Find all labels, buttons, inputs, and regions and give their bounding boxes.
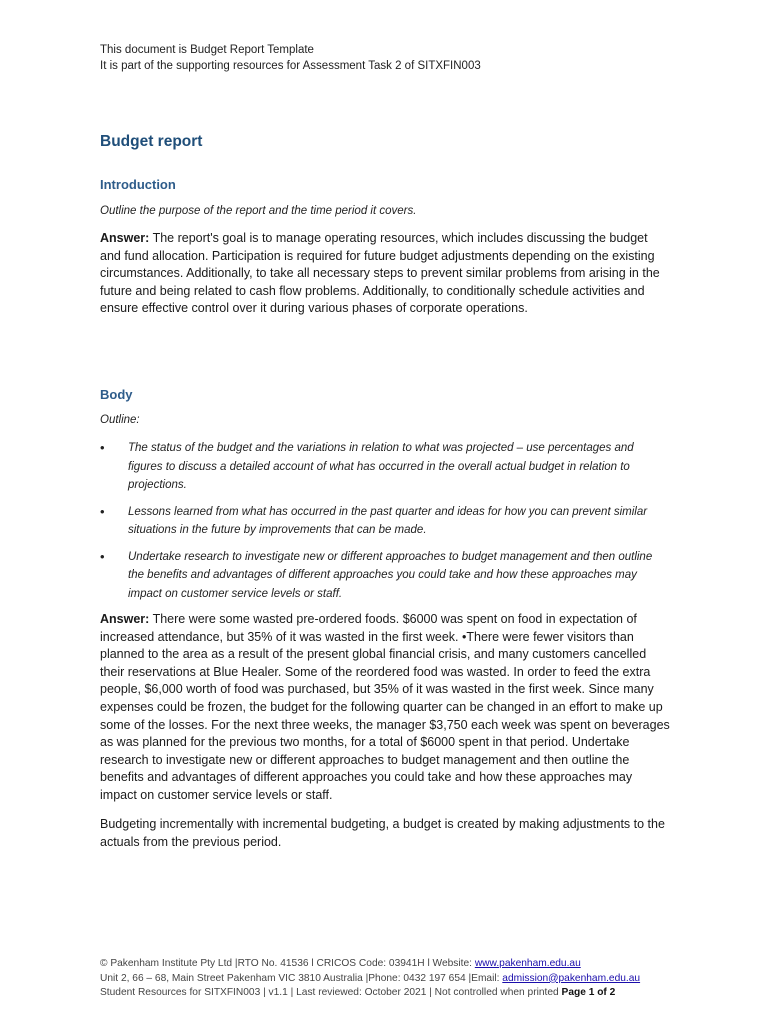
bullet-icon: • [100, 503, 105, 519]
header-line-2: It is part of the supporting resources for Assessment Task 2 of SITXFIN003 [100, 60, 481, 72]
outline-bullet-list [100, 439, 660, 611]
introduction-heading: Introduction [100, 177, 176, 192]
footer-resources-text: Student Resources for SITXFIN003 | v1.1 | Last reviewed: October 2021 | Not controlled when printed [100, 987, 562, 998]
document-footer [100, 957, 700, 1001]
page-title: Budget report [100, 133, 203, 150]
body-paragraph-2: Budgeting incrementally with incremental budgeting, a budget is created by making adjustments to the actuals from the previous period. [100, 817, 665, 849]
answer-label: Answer: [100, 231, 150, 245]
bullet-text: Undertake research to investigate new or different approaches to budget management and then outline the benefits and advantages of different approaches you could take and how these approaches may impact on customer service levels or staff. [128, 550, 653, 600]
list-item [100, 548, 660, 604]
body-answer-text: There were some wasted pre-ordered foods. $6000 was spent on food in expectation of increased attendance, but 35% of it was wasted in the first week. •There were fewer visitors than planned to the area as a result of the present global financial crisis, and many customers cancelled their reservations at Blue Healer. Some of the reordered food was wasted. In order to feed the extra people, $6,000 worth of food was purchased, but 35% of it was wasted in the first week. Since many expenses could be frozen, the budget for the following quarter can be changed in an effort to make up some of the losses. For the next three weeks, the manager $3,750 each week was spent on beverages as was planned for the previous two months, for a total of $6000 spent in that period. Undertake research to investigate new or different approaches to budget management and then outline the benefits and advantages of different approaches you could take and how these approaches may impact on customer service levels or staff. [100, 612, 670, 802]
bullet-icon: • [100, 548, 105, 564]
footer-address-text: Unit 2, 66 – 68, Main Street Pakenham VIC 3810 Australia |Phone: 0432 197 654 |Email: [100, 972, 503, 984]
bullet-text: The status of the budget and the variations in relation to what was projected – use percentages and figures to discuss a detailed account of what has occurred in the overall actual budget in relation to projections. [128, 442, 634, 491]
bullet-text: Lessons learned from what has occurred in the past quarter and ideas for how you can prevent similar situations in the future by improvements that can be made. [128, 505, 648, 536]
body-prompt: Outline: [100, 414, 140, 426]
footer-line-3 [100, 986, 700, 1001]
answer-label: Answer: [100, 612, 150, 626]
footer-line-1 [100, 957, 700, 972]
document-header [100, 42, 680, 74]
footer-line-2 [100, 972, 700, 987]
website-link[interactable]: www.pakenham.edu.au [474, 958, 581, 969]
list-item [100, 503, 660, 540]
footer-copyright-text: © Pakenham Institute Pty Ltd |RTO No. 41536 l CRICOS Code: 03941H l Website: [100, 958, 475, 969]
email-link[interactable]: admission@pakenham.edu.au [502, 972, 641, 984]
introduction-answer [100, 230, 670, 318]
bullet-icon: • [100, 440, 105, 455]
introduction-prompt: Outline the purpose of the report and the time period it covers. [100, 205, 417, 217]
page-number: Page 1 of 2 [561, 987, 616, 998]
introduction-answer-text: The report's goal is to manage operating resources, which includes discussing the budget and fund allocation. Participation is required for future budget adjustments depending on the existing circumstances. Additionally, to take all necessary steps to prevent similar problems from arising in the future and being related to cash flow problems. Additionally, to conditionally schedule activities and ensure effective control over it during various phases of corporate operations. [100, 231, 660, 316]
body-heading: Body [100, 387, 133, 402]
list-item [100, 439, 660, 495]
body-answer [100, 611, 670, 805]
header-line-1: This document is Budget Report Template [100, 44, 314, 56]
